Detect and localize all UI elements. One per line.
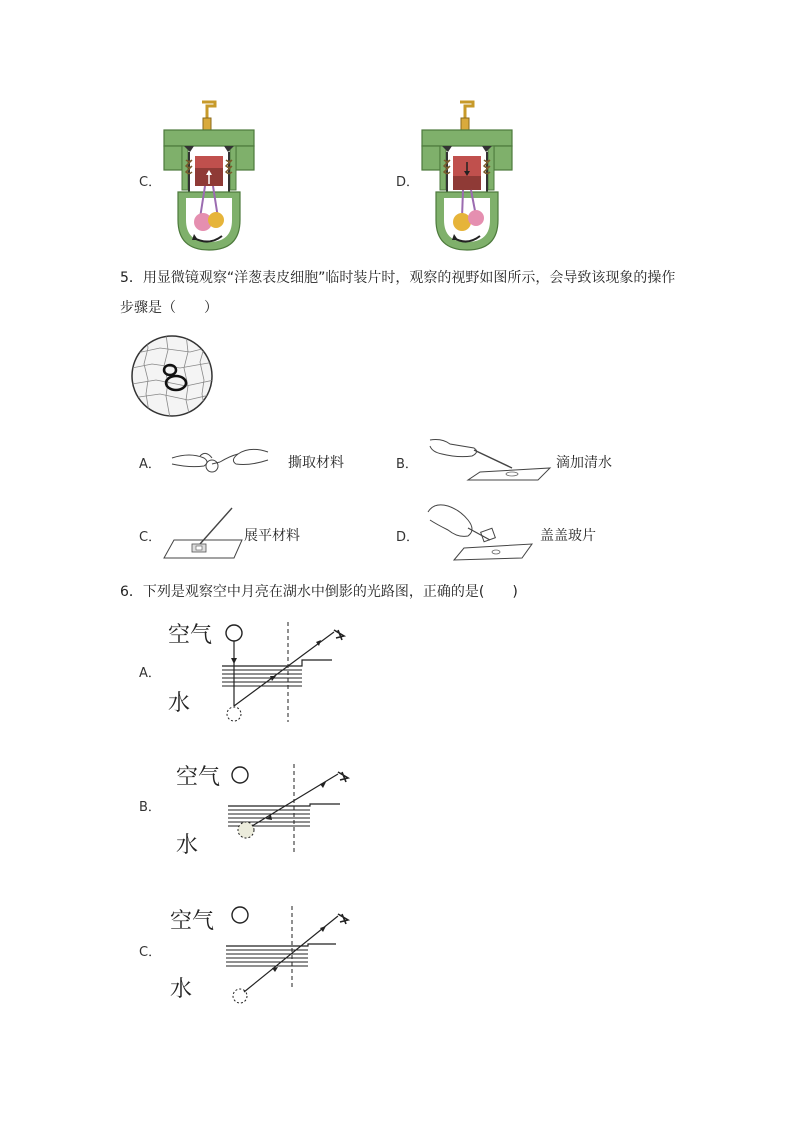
q6-stem: 6．下列是观察空中月亮在湖水中倒影的光路图，正确的是( ) bbox=[120, 584, 518, 600]
q6-c-air-label: 空气 bbox=[170, 909, 215, 934]
q6-option-b-letter: B． bbox=[139, 800, 161, 815]
flattening-material-figure bbox=[162, 506, 244, 562]
q6-option-c-light-path bbox=[222, 904, 358, 1008]
q5-option-d-caption: 盖盖玻片 bbox=[540, 528, 596, 544]
placing-cover-slip-figure bbox=[424, 500, 534, 562]
q5-option-c-letter: C． bbox=[139, 530, 162, 545]
q6-option-b-light-path bbox=[226, 762, 356, 854]
q6-option-a-letter: A． bbox=[139, 666, 161, 681]
option-d-letter: D． bbox=[396, 175, 420, 190]
q5-option-c-caption: 展平材料 bbox=[244, 528, 300, 544]
q5-stem-line2: 步骤是（ ） bbox=[120, 300, 218, 316]
q5-option-b-caption: 滴加清水 bbox=[556, 455, 612, 471]
q6-b-air-label: 空气 bbox=[176, 765, 221, 790]
option-c-letter: C． bbox=[139, 175, 162, 190]
tearing-material-figure bbox=[170, 438, 270, 478]
q6-a-water-label: 水 bbox=[168, 691, 191, 716]
engine-diagram-c bbox=[160, 100, 258, 256]
q6-option-a-light-path bbox=[218, 620, 358, 726]
q6-a-air-label: 空气 bbox=[168, 623, 213, 648]
q5-option-b-letter: B． bbox=[396, 457, 418, 472]
q6-b-water-label: 水 bbox=[176, 833, 199, 858]
adding-water-figure bbox=[428, 434, 552, 482]
q5-option-a-caption: 撕取材料 bbox=[288, 455, 344, 471]
microscope-view-figure bbox=[130, 334, 214, 418]
q5-option-a-letter: A． bbox=[139, 457, 161, 472]
q6-option-c-letter: C． bbox=[139, 945, 162, 960]
engine-diagram-d bbox=[418, 100, 516, 256]
q5-option-d-letter: D． bbox=[396, 530, 420, 545]
q6-c-water-label: 水 bbox=[170, 977, 193, 1002]
q5-stem-line1: 5．用显微镜观察“洋葱表皮细胞”临时装片时，观察的视野如图所示，会导致该现象的操作 bbox=[120, 270, 676, 286]
